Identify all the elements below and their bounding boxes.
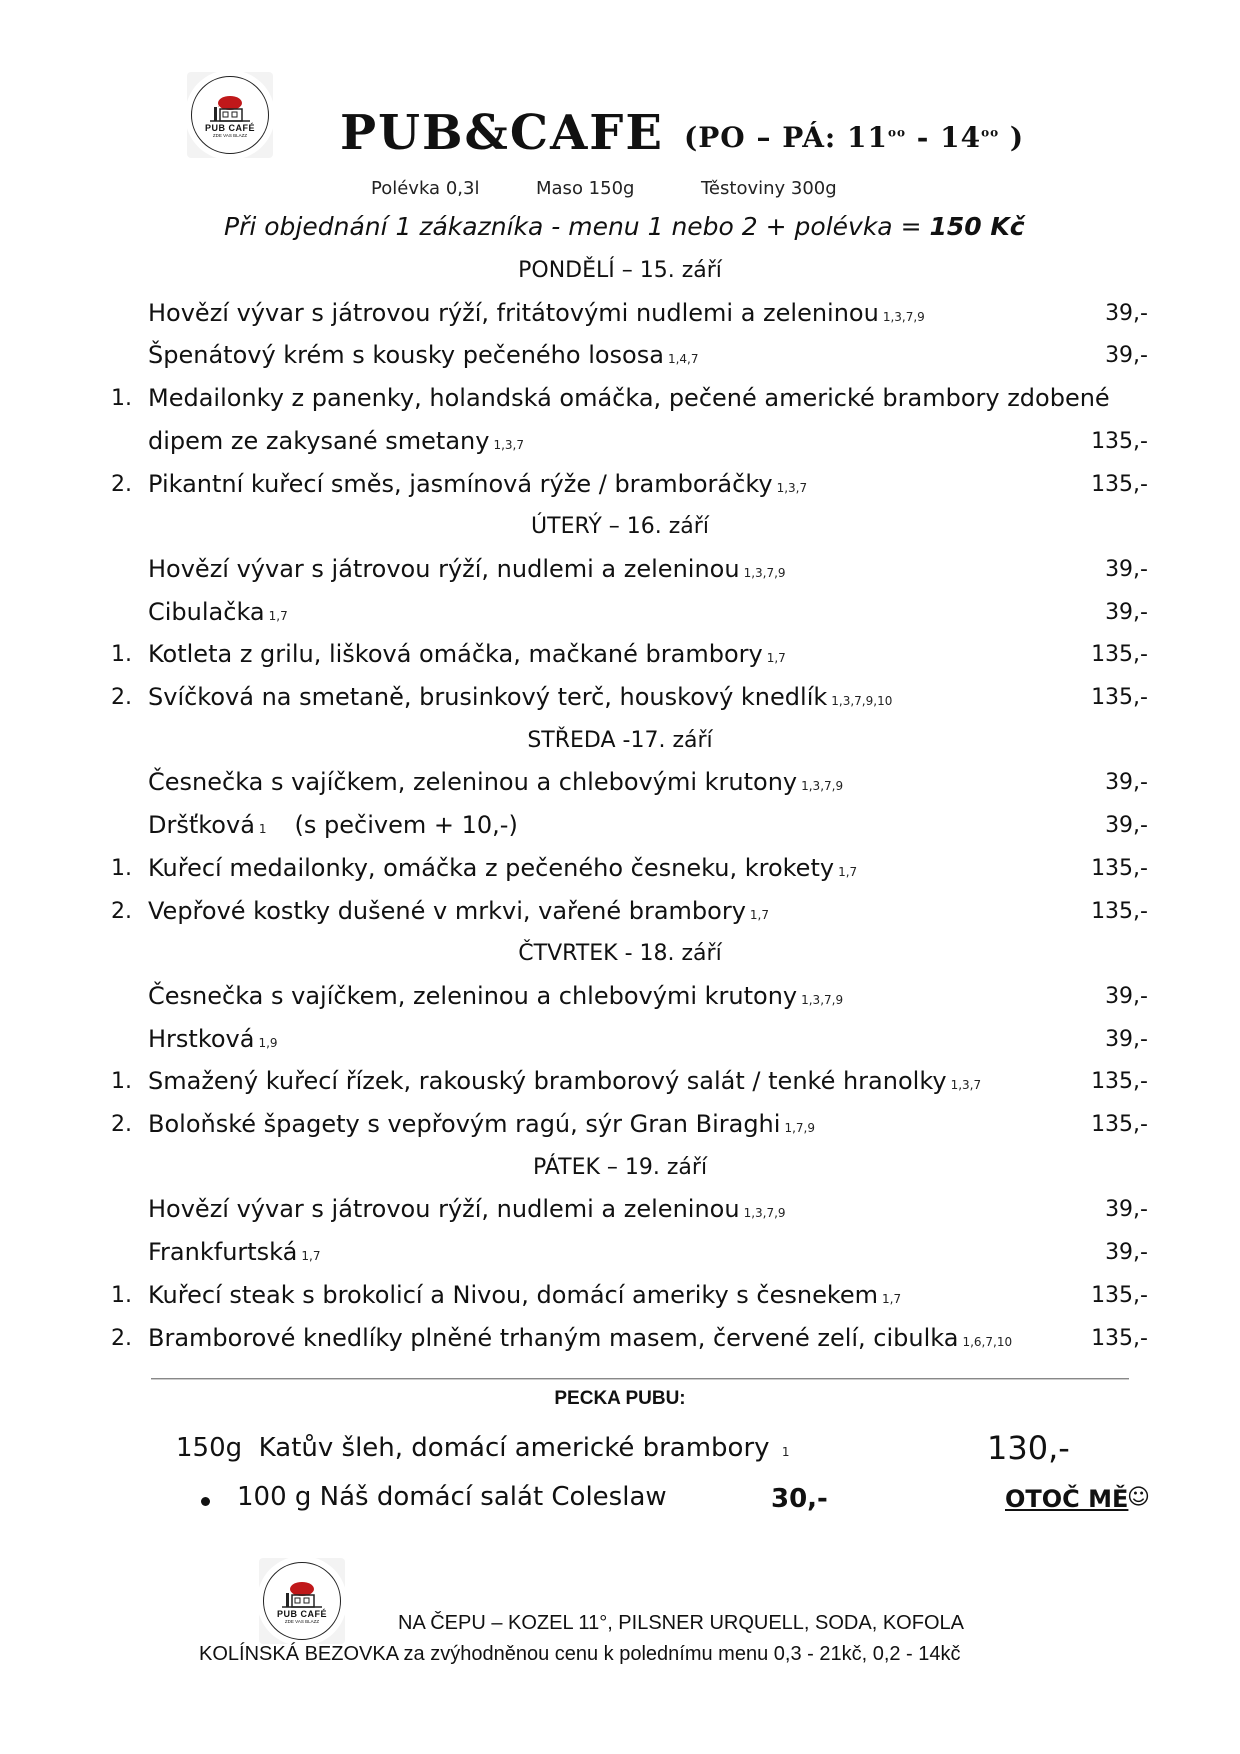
menu-item <box>148 384 1110 412</box>
menu-price: 39,- <box>1105 1026 1148 1052</box>
allergens: 1,9 <box>258 1035 278 1050</box>
allergens: 1 <box>258 822 267 837</box>
turn-page-link[interactable]: OTOČ MĚ <box>1005 1485 1129 1513</box>
page-title: PUB&CAFE <box>340 105 664 161</box>
menu-price: 39,- <box>1105 1240 1148 1266</box>
salad-price: 30,- <box>771 1484 828 1514</box>
menu-price: 39,- <box>1105 556 1148 582</box>
day-heading: STŘEDA -17. září <box>527 727 713 753</box>
logo-text: PUB CAFÉ <box>276 1608 327 1619</box>
menu-item <box>148 1110 815 1138</box>
menu-item <box>148 341 699 369</box>
menu-item-name: Hovězí vývar s játrovou rýží, nudlemi a zeleninou <box>148 1195 740 1224</box>
menu-offer: Při objednání 1 zákazníka - menu 1 nebo 2 + polévka = 150 Kč <box>224 212 1025 241</box>
menu-item <box>148 897 769 925</box>
menu-item-name: Pikantní kuřecí směs, jasmínová rýže / bramboráčky <box>148 469 773 498</box>
menu-item-name: Frankfurtská <box>148 1238 298 1267</box>
menu-price: 135,- <box>1091 1282 1148 1308</box>
menu-number: 2. <box>111 685 132 710</box>
day-heading: ČTVRTEK - 18. září <box>518 941 722 967</box>
menu-price: 39,- <box>1105 343 1148 369</box>
opening-hours: (PO – PÁ: $11^{oo} - 14^{oo}$ ) <box>684 121 1025 154</box>
menu-item-name: dipem ze zakysané smetany <box>148 426 490 455</box>
menu-item-name: Česnečka s vajíčkem, zeleninou a chlebovými krutony <box>148 981 798 1010</box>
menu-item-name: Kotleta z grilu, lišková omáčka, mačkané brambory <box>148 640 763 669</box>
allergens: 1,7,9 <box>784 1121 815 1135</box>
menu-item-name: Smažený kuřecí řízek, rakouský bramborový salát / tenké hranolky <box>148 1067 947 1096</box>
menu-item <box>148 683 892 711</box>
menu-price: 39,- <box>1105 300 1148 326</box>
menu-price: 135,- <box>1091 898 1148 924</box>
allergens: 1,7 <box>882 1291 902 1306</box>
menu-item <box>148 598 288 626</box>
menu-item-name: Svíčková na smetaně, brusinkový terč, houskový knedlík <box>148 683 828 711</box>
menu-price: 39,- <box>1105 1197 1148 1223</box>
menu-price: 135,- <box>1091 428 1148 454</box>
menu-number: 1. <box>111 855 132 881</box>
menu-item-name: Vepřové kostky dušené v mrkvi, vařené brambory <box>148 896 746 925</box>
menu-item-name: Dršťková <box>148 811 255 840</box>
allergens: 1,7 <box>301 1249 321 1264</box>
allergens: 1,3,7,9 <box>801 992 844 1007</box>
pecka-name: Katův šleh, domácí americké brambory <box>258 1433 770 1463</box>
allergens: 1,3,7 <box>493 437 524 452</box>
menu-item-name: Špenátový krém s kousky pečeného lososa <box>148 341 664 370</box>
logo-bottom <box>259 1558 345 1644</box>
pecka-allergens: 1 <box>781 1445 790 1459</box>
portion-meat: Maso 150g <box>536 178 635 199</box>
menu-item-name: Cibulačka <box>148 597 265 626</box>
menu-item-name: Hovězí vývar s játrovou rýží, nudlemi a zeleninou <box>148 554 740 583</box>
pecka-heading: PECKA PUBU: <box>554 1388 686 1409</box>
menu-item-name: Kuřecí steak s brokolicí a Nivou, domácí ameriky s česnekem <box>148 1280 879 1309</box>
menu-item <box>148 299 925 327</box>
logo-tagline: ZDE VAS BLAZZ <box>212 132 248 138</box>
menu-item <box>148 1195 786 1223</box>
menu-price: 135,- <box>1091 1112 1148 1137</box>
pub-cafe-logo <box>191 76 269 154</box>
menu-item-name: Boloňské špagety s vepřovým ragú, sýr Gran Biraghi <box>148 1110 781 1138</box>
menu-item <box>148 982 843 1010</box>
menu-number: 1. <box>111 386 132 412</box>
allergens: 1,3,7,9 <box>743 565 786 580</box>
menu-item <box>148 1281 901 1309</box>
menu-price: 39,- <box>1105 983 1148 1009</box>
allergens: 1,7 <box>268 608 288 623</box>
allergens: 1,7 <box>838 864 858 879</box>
pub-cafe-logo-small <box>263 1562 341 1640</box>
separator-line <box>151 1378 1129 1380</box>
menu-number: 1. <box>111 1069 132 1095</box>
menu-item <box>148 811 518 839</box>
allergens: 1,3,7 <box>950 1078 982 1093</box>
day-heading: PONDĚLÍ – 15. září <box>518 258 722 283</box>
menu-price: 39,- <box>1105 770 1148 796</box>
menu-number: 2. <box>111 898 132 924</box>
logo-text: PUB CAFÉ <box>204 122 255 133</box>
logo-tagline: ZDE VAS BLAZZ <box>284 1618 320 1624</box>
pecka-weight: 150g <box>176 1433 243 1463</box>
pecka-price: 130,- <box>987 1429 1070 1467</box>
lemonade-offer: KOLÍNSKÁ BEZOVKA za zvýhodněnou cenu k polednímu menu 0,3 - 21kč, 0,2 - 14kč <box>199 1643 961 1665</box>
menu-item-extra: (s pečivem + 10,-) <box>294 811 518 840</box>
menu-item-name: Hrstková <box>148 1024 255 1053</box>
pecka-item <box>176 1433 789 1463</box>
building-icon <box>208 93 252 123</box>
menu-price: 135,- <box>1091 1325 1148 1351</box>
drinks-on-tap: NA ČEPU – KOZEL 11°, PILSNER URQUELL, SODA, KOFOLA <box>398 1612 964 1634</box>
menu-item-name: Medailonky z panenky, holandská omáčka, pečené americké brambory zdobené <box>148 384 1110 413</box>
menu-price: 135,- <box>1091 685 1148 710</box>
allergens: 1,7 <box>766 651 786 666</box>
menu-item-name: Bramborové knedlíky plněné trhaným masem, červené zelí, cibulka <box>148 1323 959 1352</box>
allergens: 1,3,7,9 <box>801 779 844 794</box>
portion-pasta: Těstoviny 300g <box>701 178 837 199</box>
menu-item <box>148 854 857 882</box>
menu-number: 1. <box>111 642 132 668</box>
menu-item <box>148 1067 981 1095</box>
building-icon <box>280 1579 324 1609</box>
menu-item-name: Česnečka s vajíčkem, zeleninou a chlebovými krutony <box>148 768 798 797</box>
menu-item <box>148 555 786 583</box>
menu-item <box>148 1025 278 1053</box>
menu-item <box>148 427 524 455</box>
bullet-icon <box>201 1497 210 1506</box>
smiley-icon: ☺ <box>1127 1485 1150 1510</box>
day-heading: PÁTEK – 19. září <box>532 1154 708 1180</box>
menu-item-name: Hovězí vývar s játrovou rýží, fritátovými nudlemi a zeleninou <box>148 298 879 327</box>
menu-price: 135,- <box>1091 471 1148 497</box>
menu-price: 39,- <box>1105 813 1148 839</box>
menu-item <box>148 470 807 498</box>
allergens: 1,3,7,9,10 <box>831 694 893 708</box>
menu-price: 135,- <box>1091 855 1148 881</box>
day-heading: ÚTERÝ – 16. září <box>531 514 709 540</box>
allergens: 1,6,7,10 <box>962 1334 1013 1349</box>
menu-number: 2. <box>111 471 132 497</box>
salad-item: 100 g Náš domácí salát Coleslaw <box>237 1482 667 1512</box>
menu-item <box>148 768 843 796</box>
allergens: 1,3,7,9 <box>743 1206 786 1221</box>
menu-item-name: Kuřecí medailonky, omáčka z pečeného česneku, krokety <box>148 853 835 882</box>
menu-price: 135,- <box>1091 1069 1148 1095</box>
allergens: 1,4,7 <box>667 352 699 367</box>
menu-item <box>148 1324 1012 1352</box>
menu-price: 135,- <box>1091 642 1148 668</box>
allergens: 1,7 <box>749 907 770 922</box>
menu-item <box>148 640 786 668</box>
portion-soup: Polévka 0,3l <box>371 178 480 199</box>
menu-number: 1. <box>111 1282 132 1308</box>
menu-price: 39,- <box>1105 599 1148 625</box>
logo-top <box>187 72 273 158</box>
allergens: 1,3,7,9 <box>882 309 925 324</box>
menu-number: 2. <box>111 1112 132 1137</box>
menu-item <box>148 1238 320 1266</box>
menu-number: 2. <box>111 1325 132 1351</box>
allergens: 1,3,7 <box>776 480 808 495</box>
